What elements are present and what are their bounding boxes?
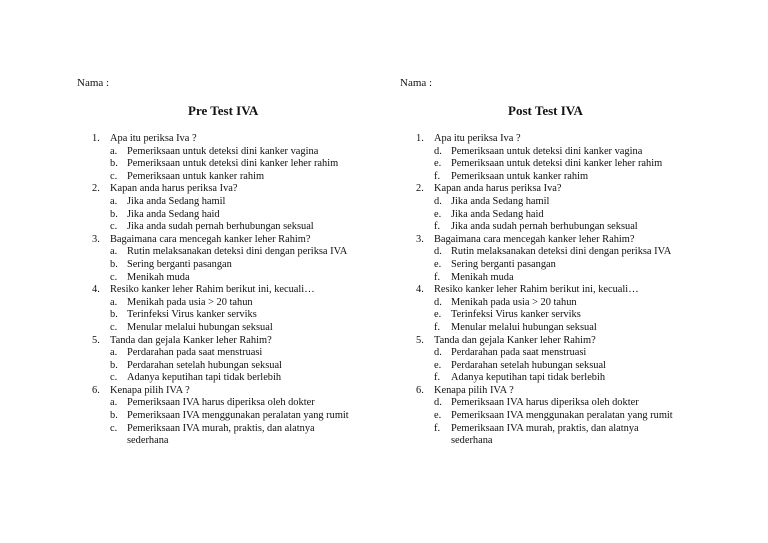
question-text: Kenapa pilih IVA ?	[434, 384, 514, 396]
option-item	[434, 221, 736, 234]
option-letter: c.	[110, 170, 118, 182]
option-list	[434, 297, 736, 335]
option-letter: a.	[110, 296, 118, 308]
option-list	[434, 196, 736, 234]
option-text: Pemeriksaan untuk deteksi dini kanker leher rahim	[451, 158, 663, 170]
option-item	[434, 410, 736, 423]
option-text: Pemeriksaan untuk kanker rahim	[451, 170, 589, 182]
option-text: Jika anda Sedang hamil	[127, 195, 226, 207]
option-text: Pemeriksaan IVA murah, praktis, dan alatnya sederhana	[451, 422, 639, 447]
question-number: 4.	[416, 284, 424, 296]
option-letter: e.	[434, 359, 442, 371]
option-list	[110, 196, 377, 234]
option-item	[434, 423, 676, 448]
question-number: 6.	[92, 384, 100, 396]
question-item	[92, 284, 377, 334]
question-list	[92, 133, 377, 448]
option-list	[434, 146, 736, 184]
option-text: Terinfeksi Virus kanker serviks	[451, 309, 581, 321]
option-text: Pemeriksaan IVA harus diperiksa oleh dokter	[451, 397, 639, 409]
question-text: Kapan anda harus periksa Iva?	[434, 183, 562, 195]
option-list	[110, 297, 377, 335]
option-text: Menikah muda	[451, 271, 514, 283]
option-item	[434, 209, 736, 222]
question-text: Resiko kanker leher Rahim berikut ini, kecuali…	[110, 284, 315, 296]
option-item	[110, 171, 377, 184]
question-item	[92, 133, 377, 183]
option-text: Menikah pada usia > 20 tahun	[451, 296, 577, 308]
option-letter: b.	[110, 258, 118, 270]
page-title: Post Test IVA	[508, 103, 583, 118]
option-item	[110, 309, 377, 322]
question-item	[416, 335, 736, 385]
option-item	[110, 423, 332, 448]
option-letter: f.	[434, 422, 441, 434]
option-letter: f.	[434, 170, 441, 182]
question-number: 6.	[416, 384, 424, 396]
option-text: Jika anda sudah pernah berhubungan seksual	[451, 221, 638, 233]
option-item	[110, 146, 377, 159]
option-text: Menular melalui hubungan seksual	[451, 321, 597, 333]
question-item	[92, 183, 377, 233]
option-text: Pemeriksaan IVA menggunakan peralatan yang rumit	[451, 410, 673, 422]
option-letter: b.	[110, 309, 118, 321]
question-number: 1.	[92, 133, 100, 144]
question-number: 2.	[416, 183, 424, 195]
question-text: Kapan anda harus periksa Iva?	[110, 183, 238, 195]
question-number: 2.	[92, 183, 100, 195]
question-number: 5.	[416, 334, 424, 346]
option-list	[434, 246, 736, 284]
option-item	[434, 196, 736, 209]
option-item	[110, 158, 377, 171]
option-letter: e.	[434, 258, 442, 270]
option-text: Adanya keputihan tapi tidak berlebih	[127, 372, 282, 384]
option-item	[434, 272, 736, 285]
question-text: Tanda dan gejala Kanker leher Rahim?	[434, 334, 596, 346]
option-item	[110, 397, 377, 410]
question-item	[92, 385, 377, 448]
option-letter: d.	[434, 397, 442, 409]
option-text: Jika anda sudah pernah berhubungan seksual	[127, 221, 314, 233]
option-letter: d.	[434, 145, 442, 157]
option-item	[434, 297, 736, 310]
option-list	[110, 347, 377, 385]
option-letter: a.	[110, 347, 118, 359]
option-item	[110, 221, 377, 234]
option-text: Pemeriksaan IVA menggunakan peralatan yang rumit	[127, 410, 349, 422]
option-text: Terinfeksi Virus kanker serviks	[127, 309, 257, 321]
name-label: Nama :	[77, 77, 110, 89]
question-item	[416, 234, 736, 284]
question-text: Resiko kanker leher Rahim berikut ini, kecuali…	[434, 284, 639, 296]
option-letter: c.	[110, 372, 118, 384]
option-item	[434, 146, 736, 159]
question-number: 3.	[416, 233, 424, 245]
question-number: 5.	[92, 334, 100, 346]
option-text: Jika anda Sedang haid	[451, 208, 544, 220]
option-letter: c.	[110, 422, 118, 434]
option-item	[110, 297, 377, 310]
option-letter: e.	[434, 208, 442, 220]
option-item	[110, 259, 377, 272]
option-text: Perdarahan pada saat menstruasi	[127, 347, 263, 359]
option-item	[434, 246, 736, 259]
option-item	[110, 347, 377, 360]
option-letter: a.	[110, 397, 118, 409]
option-text: Sering berganti pasangan	[451, 258, 556, 270]
option-text: Pemeriksaan untuk deteksi dini kanker vagina	[451, 145, 643, 157]
option-letter: d.	[434, 195, 442, 207]
option-item	[434, 322, 736, 335]
option-item	[110, 322, 377, 335]
question-item	[416, 133, 736, 183]
option-list	[434, 397, 736, 447]
option-list	[110, 246, 377, 284]
option-text: Pemeriksaan IVA harus diperiksa oleh dokter	[127, 397, 315, 409]
option-letter: b.	[110, 359, 118, 371]
option-item	[434, 360, 736, 373]
question-item	[92, 335, 377, 385]
question-item	[416, 284, 736, 334]
option-item	[434, 158, 736, 171]
option-item	[434, 397, 736, 410]
option-letter: d.	[434, 246, 442, 258]
question-text: Apa itu periksa Iva ?	[110, 133, 197, 144]
option-letter: c.	[110, 221, 118, 233]
option-item	[110, 360, 377, 373]
option-item	[434, 347, 736, 360]
option-text: Menikah pada usia > 20 tahun	[127, 296, 253, 308]
option-text: Jika anda Sedang hamil	[451, 195, 550, 207]
question-number: 3.	[92, 233, 100, 245]
question-text: Kenapa pilih IVA ?	[110, 384, 190, 396]
option-text: Sering berganti pasangan	[127, 258, 232, 270]
option-item	[110, 272, 377, 285]
option-text: Perdarahan pada saat menstruasi	[451, 347, 587, 359]
option-text: Pemeriksaan untuk kanker rahim	[127, 170, 265, 182]
option-letter: a.	[110, 246, 118, 258]
option-item	[434, 171, 736, 184]
option-text: Perdarahan setelah hubungan seksual	[127, 359, 282, 371]
option-item	[110, 246, 377, 259]
option-list	[110, 397, 377, 447]
question-number: 1.	[416, 133, 424, 144]
question-text: Bagaimana cara mencegah kanker leher Rahim?	[110, 233, 311, 245]
option-item	[110, 372, 377, 385]
option-text: Adanya keputihan tapi tidak berlebih	[451, 372, 606, 384]
option-text: Pemeriksaan untuk deteksi dini kanker leher rahim	[127, 158, 339, 170]
option-text: Menikah muda	[127, 271, 190, 283]
option-letter: b.	[110, 410, 118, 422]
option-list	[110, 146, 377, 184]
option-text: Rutin melaksanakan deteksi dini dengan periksa IVA	[127, 246, 348, 258]
option-letter: e.	[434, 410, 442, 422]
question-item	[416, 385, 736, 448]
question-number: 4.	[92, 284, 100, 296]
name-label: Nama :	[400, 77, 433, 89]
option-letter: b.	[110, 158, 118, 170]
option-letter: c.	[110, 321, 118, 333]
question-text: Apa itu periksa Iva ?	[434, 133, 521, 144]
option-letter: f.	[434, 372, 441, 384]
option-letter: d.	[434, 296, 442, 308]
option-letter: f.	[434, 221, 441, 233]
option-letter: c.	[110, 271, 118, 283]
option-text: Rutin melaksanakan deteksi dini dengan periksa IVA	[451, 246, 672, 258]
option-item	[434, 309, 736, 322]
question-text: Tanda dan gejala Kanker leher Rahim?	[110, 334, 272, 346]
option-text: Perdarahan setelah hubungan seksual	[451, 359, 606, 371]
option-letter: f.	[434, 271, 441, 283]
option-item	[110, 410, 377, 423]
option-letter: e.	[434, 158, 442, 170]
option-letter: f.	[434, 321, 441, 333]
option-text: Pemeriksaan IVA murah, praktis, dan alatnya sederhana	[127, 422, 315, 447]
option-list	[434, 347, 736, 385]
option-letter: e.	[434, 309, 442, 321]
option-letter: b.	[110, 208, 118, 220]
question-list	[416, 133, 736, 448]
option-text: Menular melalui hubungan seksual	[127, 321, 273, 333]
option-item	[434, 372, 736, 385]
option-item	[110, 196, 377, 209]
page-title: Pre Test IVA	[188, 103, 259, 118]
option-letter: a.	[110, 195, 118, 207]
question-item	[92, 234, 377, 284]
option-letter: a.	[110, 145, 118, 157]
option-item	[434, 259, 736, 272]
option-item	[110, 209, 377, 222]
option-letter: d.	[434, 347, 442, 359]
option-text: Pemeriksaan untuk deteksi dini kanker vagina	[127, 145, 319, 157]
question-item	[416, 183, 736, 233]
question-text: Bagaimana cara mencegah kanker leher Rahim?	[434, 233, 635, 245]
option-text: Jika anda Sedang haid	[127, 208, 220, 220]
